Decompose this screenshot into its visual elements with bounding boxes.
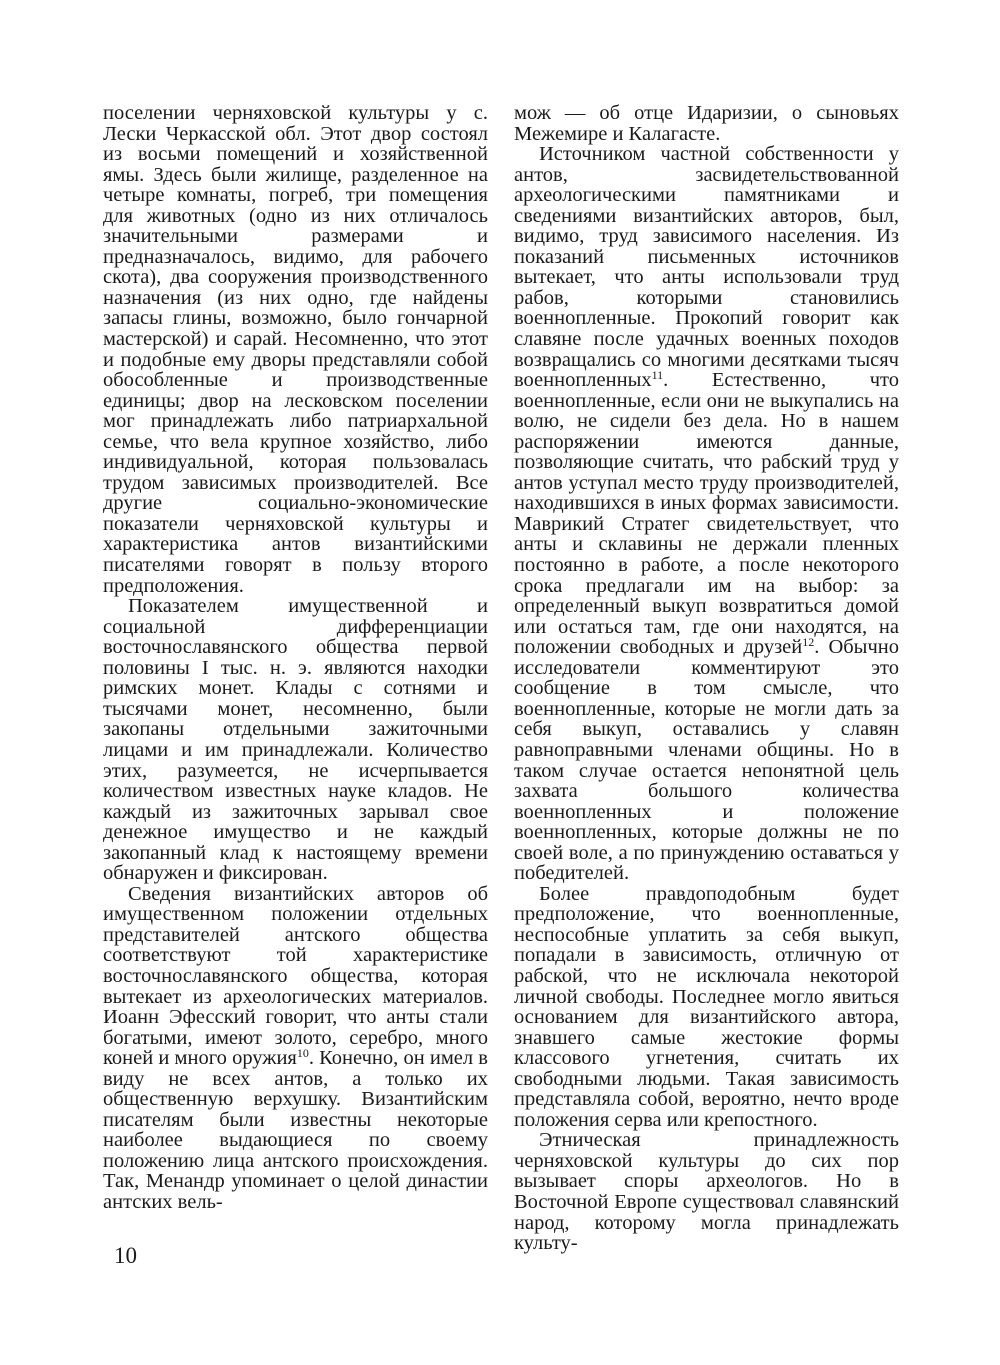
right-column bbox=[514, 103, 899, 1254]
left-column bbox=[103, 103, 488, 1213]
paragraph-text: Источником частной собственности у антов, засвидетельствованной археологическими памятниками и сведениями византийских авторов, был, видимо, труд зависимого населения. Из показаний письменных источников вытекает, что анты использовали труд рабов, которыми становились военнопленные. Прокопий говорит как славяне после удачных военных походов возвращались со многими десятками тысяч военнопленных bbox=[514, 143, 899, 392]
paragraph-text: поселении черняховской культуры у с. Лески Черкасской обл. Этот двор состоял из восьми помещений и хозяйственной ямы. Здесь были жилище, разделенное на четыре комнаты, погреб, три помещения для животных (одно из них отличалось значительными размерами и предназначалось, видимо, для рабочего скота), два сооружения производственного назначения (из них одно, где найдены запасы глины, возможно, было гончарной мастерской) и сарай. Несомненно, что этот и подобные ему дворы представляли собой обособленные и производственные единицы; двор на лесковском поселении мог принадлежать либо патриархальной семье, что вела крупное хозяйство, либо индивидуальной, которая пользовалась трудом зависимых производителей. Все другие социально-экономические показатели черняховской культуры и характеристика антов византийскими писателями говорят в пользу второго предположения. bbox=[103, 102, 488, 597]
paragraph-text: . Естественно, что военнопленные, если они не выкупались на волю, не сидели без дела. Но в нашем распоряжении имеются данные, позволяющие считать, что рабский труд у антов уступал место труду производителей, находившихся в иных формах зависимости. Маврикий Стратег свидетельствует, что анты и склавины не держали пленных постоянно в работе, а после некоторого срока предлагали им на выбор: за определенный выкуп возвратиться домой или остаться там, где они находятся, на положении свободных и друзей bbox=[514, 369, 899, 659]
paragraph-text: . Конечно, он имел в виду не всех антов, а только их общественную верхушку. Византийским писателям были известны некоторые наиболее выдающиеся по своему положению лица антского происхождения. Так, Менандр упоминает о целой династии антских вель- bbox=[103, 1047, 488, 1213]
paragraph-text: . Обычно исследователи комментируют это сообщение в том смысле, что военнопленные, которые не могли дать за себя выкуп, оставались у славян равноправными членами общины. Но в таком случае остается непонятной цель захвата большого количества военнопленных и положение военнопленных, которые должны не по своей воле, а по принуждению оставаться у победителей. bbox=[514, 636, 899, 885]
paragraph bbox=[514, 144, 899, 884]
page-number: 10 bbox=[114, 1243, 137, 1268]
paragraph-text: Этническая принадлежность черняховской культуры до сих пор вызывает споры археологов. Но в Восточной Европе существовал славянский народ, которому могла принадлежать культу- bbox=[514, 1129, 899, 1255]
paragraph bbox=[103, 103, 488, 596]
paragraph bbox=[103, 884, 488, 1213]
footnote-marker: 12 bbox=[802, 635, 815, 650]
paragraph bbox=[514, 884, 899, 1131]
paragraph-text: мож — об отце Идаризии, о сыновьях Межемире и Калагасте. bbox=[514, 102, 899, 145]
paragraph bbox=[103, 596, 488, 884]
paragraph-text: Более правдоподобным будет предположение, что военнопленные, неспособные уплатить за себя выкуп, попадали в зависимость, отличную от рабской, что не исключала некоторой личной свободы. Последнее могло явиться основанием для византийского автора, знавшего самые жестокие формы классового угнетения, считать их свободными людьми. Такая зависимость представляла собой, вероятно, нечто вроде положения серва или крепостного. bbox=[514, 882, 899, 1131]
footnote-marker: 11 bbox=[651, 368, 664, 383]
paragraph bbox=[514, 1130, 899, 1253]
paragraph-text: Показателем имущественной и социальной дифференциации восточнославянского общества первой половины I тыс. н. э. являются находки римских монет. Клады с сотнями и тысячами монет, несомненно, были закопаны отдельными зажиточными лицами и им принадлежали. Количество этих, разумеется, не исчерпывается количеством известных науке кладов. Не каждый из зажиточных зарывал свое денежное имущество и не каждый закопанный клад к настоящему времени обнаружен и фиксирован. bbox=[103, 595, 488, 885]
footnote-marker: 10 bbox=[296, 1046, 309, 1061]
paragraph-text: Сведения византийских авторов об имущественном положении отдельных представителей антского общества соответствуют той характеристике восточнославянского общества, которая вытекает из археологических материалов. Иоанн Эфесский говорит, что анты стали богатыми, имеют золото, серебро, много коней и много оружия bbox=[103, 882, 488, 1070]
paragraph bbox=[514, 103, 899, 144]
